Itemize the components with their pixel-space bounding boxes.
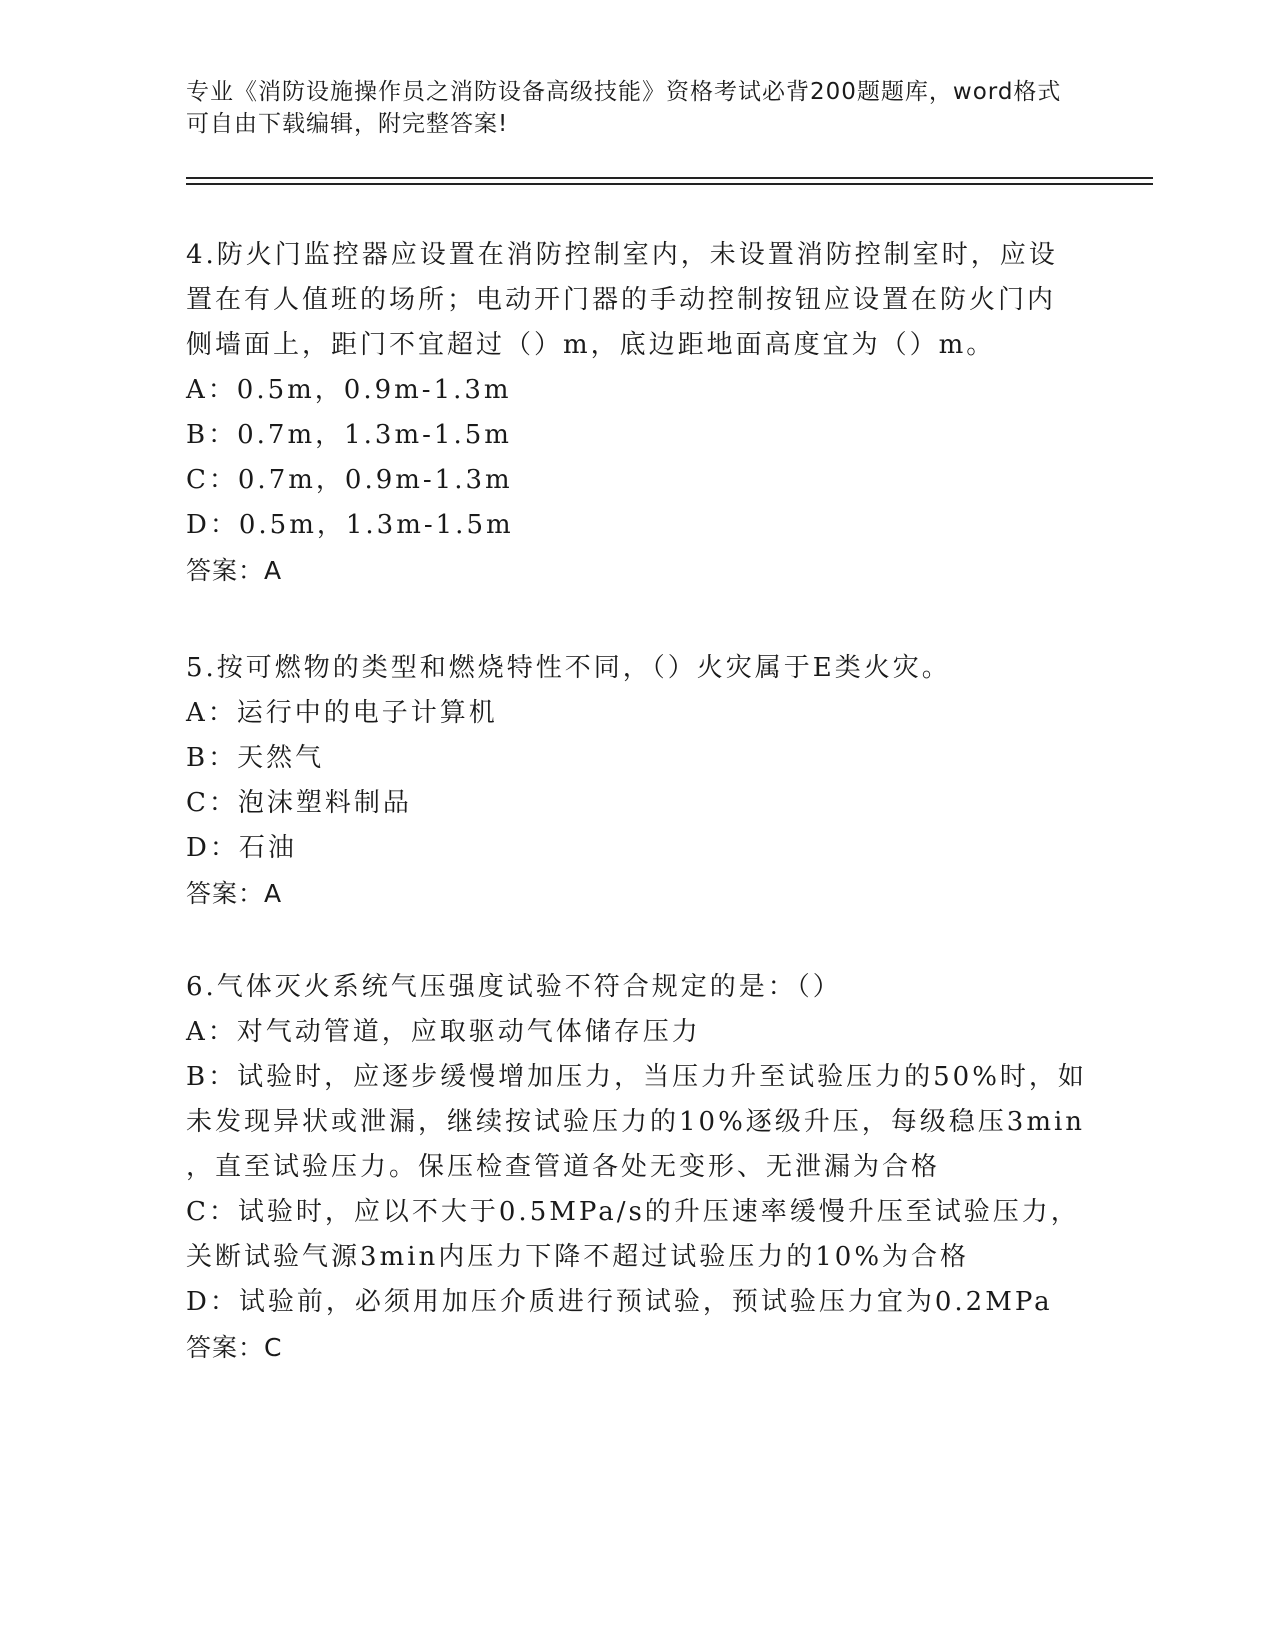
option-a: A：运行中的电子计算机 [186,698,498,728]
option-d: D：试验前，必须用加压介质进行预试验，预试验压力宜为0.2MPa [186,1287,1053,1317]
document-header: 专业《消防设施操作员之消防设备高级技能》资格考试必背200题题库，word格式可自由下载编辑，附完整答案! [186,79,1062,137]
question-4 [186,233,1066,593]
question-6 [186,965,1087,1370]
option-c-line: 关断试验气源3min内压力下降不超过试验压力的10%为合格 [186,1242,970,1272]
option-b-line: B：试验时，应逐步缓慢增加压力，当压力升至试验压力的50%时，如 [186,1062,1087,1092]
answer-label: 答案：A [186,556,283,585]
answer-label: 答案：C [186,1333,283,1362]
header-divider-bottom [186,183,1153,185]
option-d: D：0.5m，1.3m-1.5m [186,510,514,540]
option-a: A：0.5m，0.9m-1.3m [186,375,512,405]
question-stem-line: 5.按可燃物的类型和燃烧特性不同，（）火灾属于E类火灾。 [186,653,951,683]
option-c: C：0.7m，0.9m-1.3m [186,465,513,495]
answer-label: 答案：A [186,879,283,908]
option-b-line: ，直至试验压力。保压检查管道各处无变形、无泄漏为合格 [186,1152,941,1182]
question-stem-line: 侧墙面上，距门不宜超过（）m，底边距地面高度宜为（）m。 [186,330,996,360]
option-b: B：天然气 [186,743,325,773]
header-divider-top [186,177,1153,179]
option-b: B：0.7m，1.3m-1.5m [186,420,512,450]
option-c: C：泡沫塑料制品 [186,788,412,818]
question-stem-line: 4.防火门监控器应设置在消防控制室内，未设置消防控制室时，应设 [186,240,1058,270]
question-5 [186,646,1066,916]
question-stem-line: 置在有人值班的场所；电动开门器的手动控制按钮应设置在防火门内 [186,285,1057,315]
option-b-line: 未发现异状或泄漏，继续按试验压力的10%逐级升压，每级稳压3min [186,1107,1086,1137]
option-d: D：石油 [186,833,297,863]
option-c-line: C：试验时，应以不大于0.5MPa/s的升压速率缓慢升压至试验压力， [186,1197,1080,1227]
question-stem-line: 6.气体灭火系统气压强度试验不符合规定的是：（） [186,972,842,1002]
option-a: A：对气动管道，应取驱动气体储存压力 [186,1017,701,1047]
